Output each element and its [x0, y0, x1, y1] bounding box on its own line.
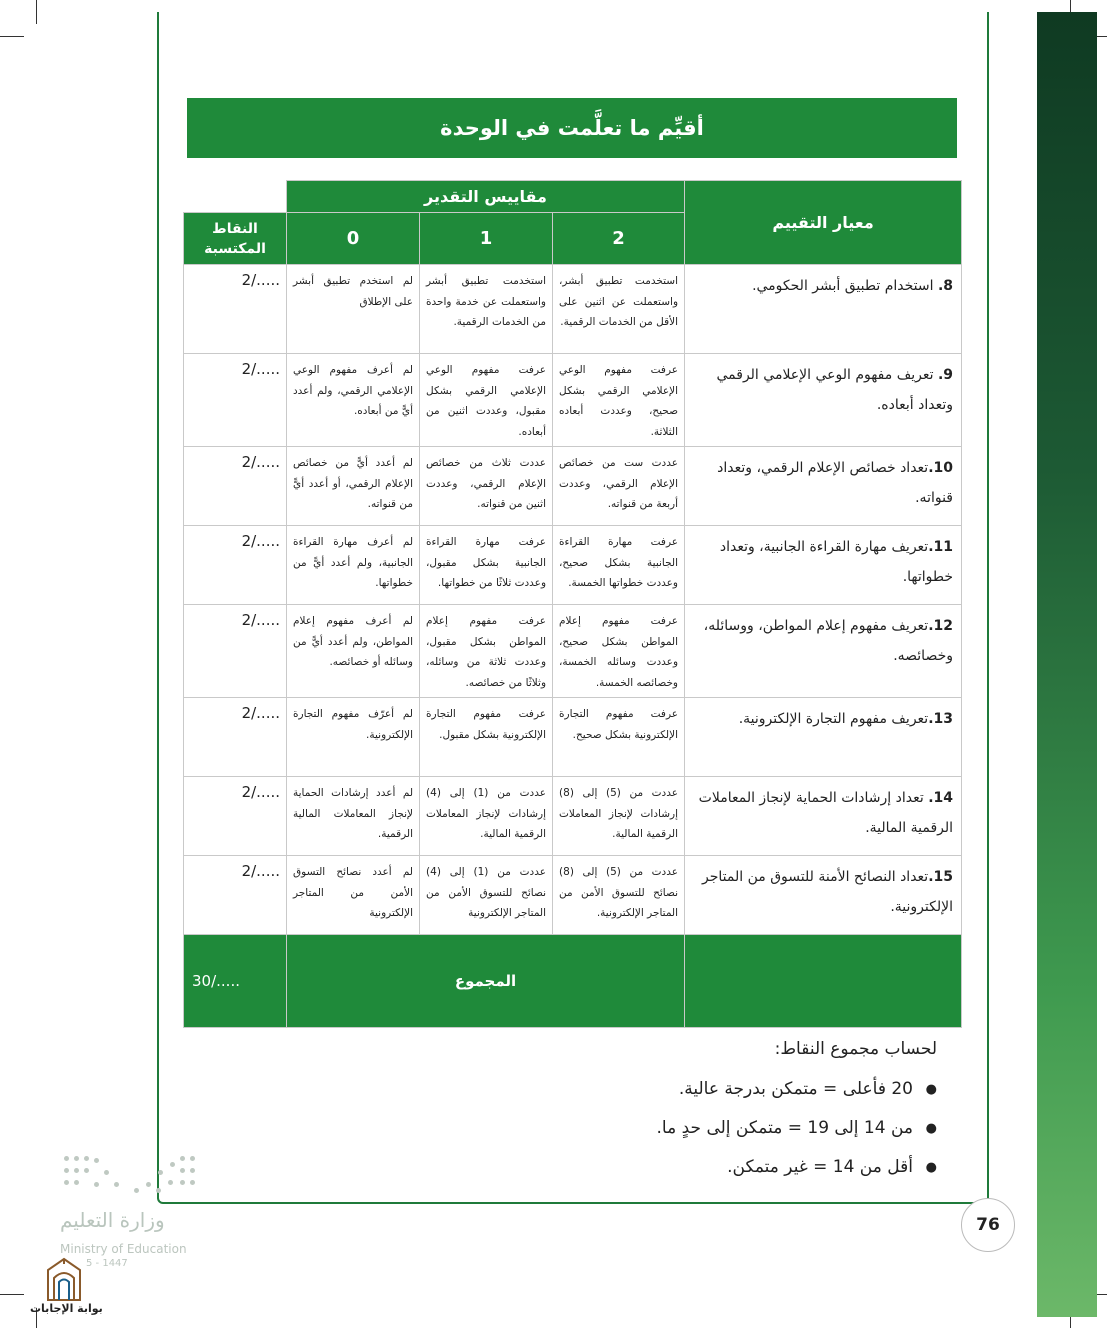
total-row — [184, 935, 962, 1028]
score-calculation — [477, 1034, 937, 1187]
points-cell: 2/..... — [184, 605, 287, 698]
criterion-text: تعداد خصائص الإعلام الرقمي، وتعداد قنواته. — [717, 460, 954, 506]
ministry-name-english: Ministry of Education — [60, 1242, 187, 1256]
level-0-cell: لم أعرف مفهوم الوعي الإعلامي الرقمي، ولم أعدد أيًّ من أبعاده. — [287, 354, 420, 447]
level-2-cell: عرفت مفهوم التجارة الإلكترونية بشكل صحيح. — [553, 698, 685, 777]
total-label: المجموع — [287, 935, 685, 1028]
criterion-number: 14. — [928, 790, 954, 806]
ministry-year: 5 - 1447 — [86, 1258, 128, 1269]
criterion-cell — [685, 605, 962, 698]
level-2-cell: عرفت مفهوم إعلام المواطن بشكل صحيح، وعددت وسائله الخمسة، وخصائصه الخمسة. — [553, 605, 685, 698]
page-title: أقيِّم ما تعلَّمت في الوحدة — [187, 98, 957, 158]
level-2-cell: عرفت مفهوم الوعي الإعلامي الرقمي بشكل صحيح، وعددت أبعاده الثلاثة. — [553, 354, 685, 447]
criterion-number: 12. — [928, 618, 954, 634]
level-1-cell: عرفت مفهوم إعلام المواطن بشكل مقبول، وعددت ثلاثة من وسائله، وثلاثًا من خصائصه. — [420, 605, 553, 698]
crop-mark — [0, 1294, 24, 1295]
points-cell: 2/..... — [184, 698, 287, 777]
criterion-cell — [685, 856, 962, 935]
points-cell: 2/..... — [184, 526, 287, 605]
level-2-cell: عددت من (5) إلى (8) نصائح للتسوق الأمن من المتاجر الإلكترونية. — [553, 856, 685, 935]
header-blank-cell — [184, 181, 287, 213]
criterion-cell — [685, 777, 962, 856]
table-row — [184, 698, 962, 777]
criterion-text: تعريف مفهوم إعلام المواطن، ووسائله، وخصائصه. — [703, 618, 954, 664]
list-item: ● 20 فأعلى = متمكن بدرجة عالية. — [477, 1070, 913, 1109]
list-item: ● أقل من 14 = غير متمكن. — [477, 1148, 913, 1187]
criterion-text: استخدام تطبيق أبشر الحكومي. — [752, 278, 938, 294]
points-cell: 2/..... — [184, 777, 287, 856]
points-cell: 2/..... — [184, 265, 287, 354]
list-item: ● من 14 إلى 19 = متمكن إلى حدٍ ما. — [477, 1109, 913, 1148]
level-0-cell: لم أعدد إرشادات الحماية لإنجاز المعاملات المالية الرقمية. — [287, 777, 420, 856]
decorative-side-band — [1037, 12, 1097, 1317]
table-row — [184, 447, 962, 526]
criterion-text: تعداد إرشادات الحماية لإنجاز المعاملات الرقمية المالية. — [698, 790, 954, 836]
level-1-cell: استخدمت تطبيق أبشر واستعملت عن خدمة واحدة من الخدمات الرقمية. — [420, 265, 553, 354]
table-row — [184, 526, 962, 605]
level-1-cell: عرفت مفهوم الوعي الإعلامي الرقمي بشكل مقبول، وعددت اثنين من أبعاده. — [420, 354, 553, 447]
table-row — [184, 265, 962, 354]
points-cell: 2/..... — [184, 447, 287, 526]
criterion-text: تعريف مهارة القراءة الجانبية، وتعداد خطواتها. — [719, 539, 954, 585]
criterion-number: 9. — [937, 367, 954, 383]
criterion-text: تعريف مفهوم الوعي الإعلامي الرقمي وتعداد أبعاده. — [716, 367, 954, 413]
criterion-number: 10. — [928, 460, 954, 476]
level-2-cell: عرفت مهارة القراءة الجانبية بشكل صحيح، وعددت خطواتها الخمسة. — [553, 526, 685, 605]
points-cell: 2/..... — [184, 856, 287, 935]
criterion-number: 11. — [928, 539, 954, 555]
crop-mark — [0, 36, 24, 37]
criterion-cell — [685, 526, 962, 605]
table-row — [184, 354, 962, 447]
points-header: النقاط المكتسبة — [184, 213, 287, 265]
criterion-header: معيار التقييم — [685, 181, 962, 265]
calculation-title: لحساب مجموع النقاط: — [774, 1039, 937, 1059]
site-logo-icon — [40, 1256, 88, 1304]
points-cell: 2/..... — [184, 354, 287, 447]
rubric-table — [183, 180, 962, 1028]
crop-mark — [36, 0, 37, 24]
table-row — [184, 777, 962, 856]
criterion-cell — [685, 265, 962, 354]
criterion-text: تعريف مفهوم التجارة الإلكترونية. — [738, 711, 929, 727]
level-0-cell: لم استخدم تطبيق أبشر على الإطلاق — [287, 265, 420, 354]
level-0-cell: لم أعرف مهارة القراءة الجانبية، ولم أعدد أيًّ من خطواتها. — [287, 526, 420, 605]
criterion-cell — [685, 698, 962, 777]
level-1-cell: عرفت مفهوم التجارة الإلكترونية بشكل مقبول. — [420, 698, 553, 777]
level-0-cell: لم أعرّف مفهوم التجارة الإلكترونية. — [287, 698, 420, 777]
level-0-cell: لم أعدد أيًّ من خصائص الإعلام الرقمي، أو أعدد أيًّ من قنواته. — [287, 447, 420, 526]
level-0-header: 0 — [287, 213, 420, 265]
criterion-text: تعداد النصائح الأمنة للتسوق من المتاجر الإلكترونية. — [702, 869, 954, 915]
site-watermark-text: بوابة الإجابات — [30, 1302, 103, 1315]
total-blank-cell — [685, 935, 962, 1028]
level-0-cell: لم أعرف مفهوم إعلام المواطن، ولم أعدد أيًّ من وسائله أو خصائصه. — [287, 605, 420, 698]
criterion-number: 13. — [928, 711, 954, 727]
level-1-cell: عددت من (1) إلى (4) إرشادات لإنجاز المعاملات الرقمية المالية. — [420, 777, 553, 856]
total-points: 30/..... — [184, 935, 287, 1028]
table-row — [184, 605, 962, 698]
scales-header: مقاييس التقدير — [287, 181, 685, 213]
level-1-cell: عرفت مهارة القراءة الجانبية بشكل مقبول، وعددت ثلاثًا من خطواتها. — [420, 526, 553, 605]
criterion-number: 8. — [937, 278, 954, 294]
table-row — [184, 856, 962, 935]
level-1-cell: عددت من (1) إلى (4) نصائح للتسوق الأمن من المتاجر الإلكترونية — [420, 856, 553, 935]
level-2-cell: عددت من (5) إلى (8) إرشادات لإنجاز المعاملات الرقمية المالية. — [553, 777, 685, 856]
calculation-list — [477, 1070, 937, 1187]
criterion-cell — [685, 447, 962, 526]
level-2-header: 2 — [553, 213, 685, 265]
level-2-cell: عددت ست من خصائص الإعلام الرقمي، وعددت أربعة من قنواته. — [553, 447, 685, 526]
level-1-cell: عددت ثلاث من خصائص الإعلام الرقمي، وعددت اثنين من قنواته. — [420, 447, 553, 526]
criterion-number: 15. — [928, 869, 954, 885]
page-number: 76 — [961, 1198, 1015, 1252]
criterion-cell — [685, 354, 962, 447]
level-1-header: 1 — [420, 213, 553, 265]
level-2-cell: استخدمت تطبيق أبشر، واستعملت عن اثنين على الأقل من الخدمات الرقمية. — [553, 265, 685, 354]
ministry-name-arabic: وزارة التعليم — [60, 1208, 165, 1232]
ministry-logo-dots — [60, 1152, 200, 1198]
level-0-cell: لم أعدد نصائح التسوق الأمن من المتاجر الإلكترونية — [287, 856, 420, 935]
